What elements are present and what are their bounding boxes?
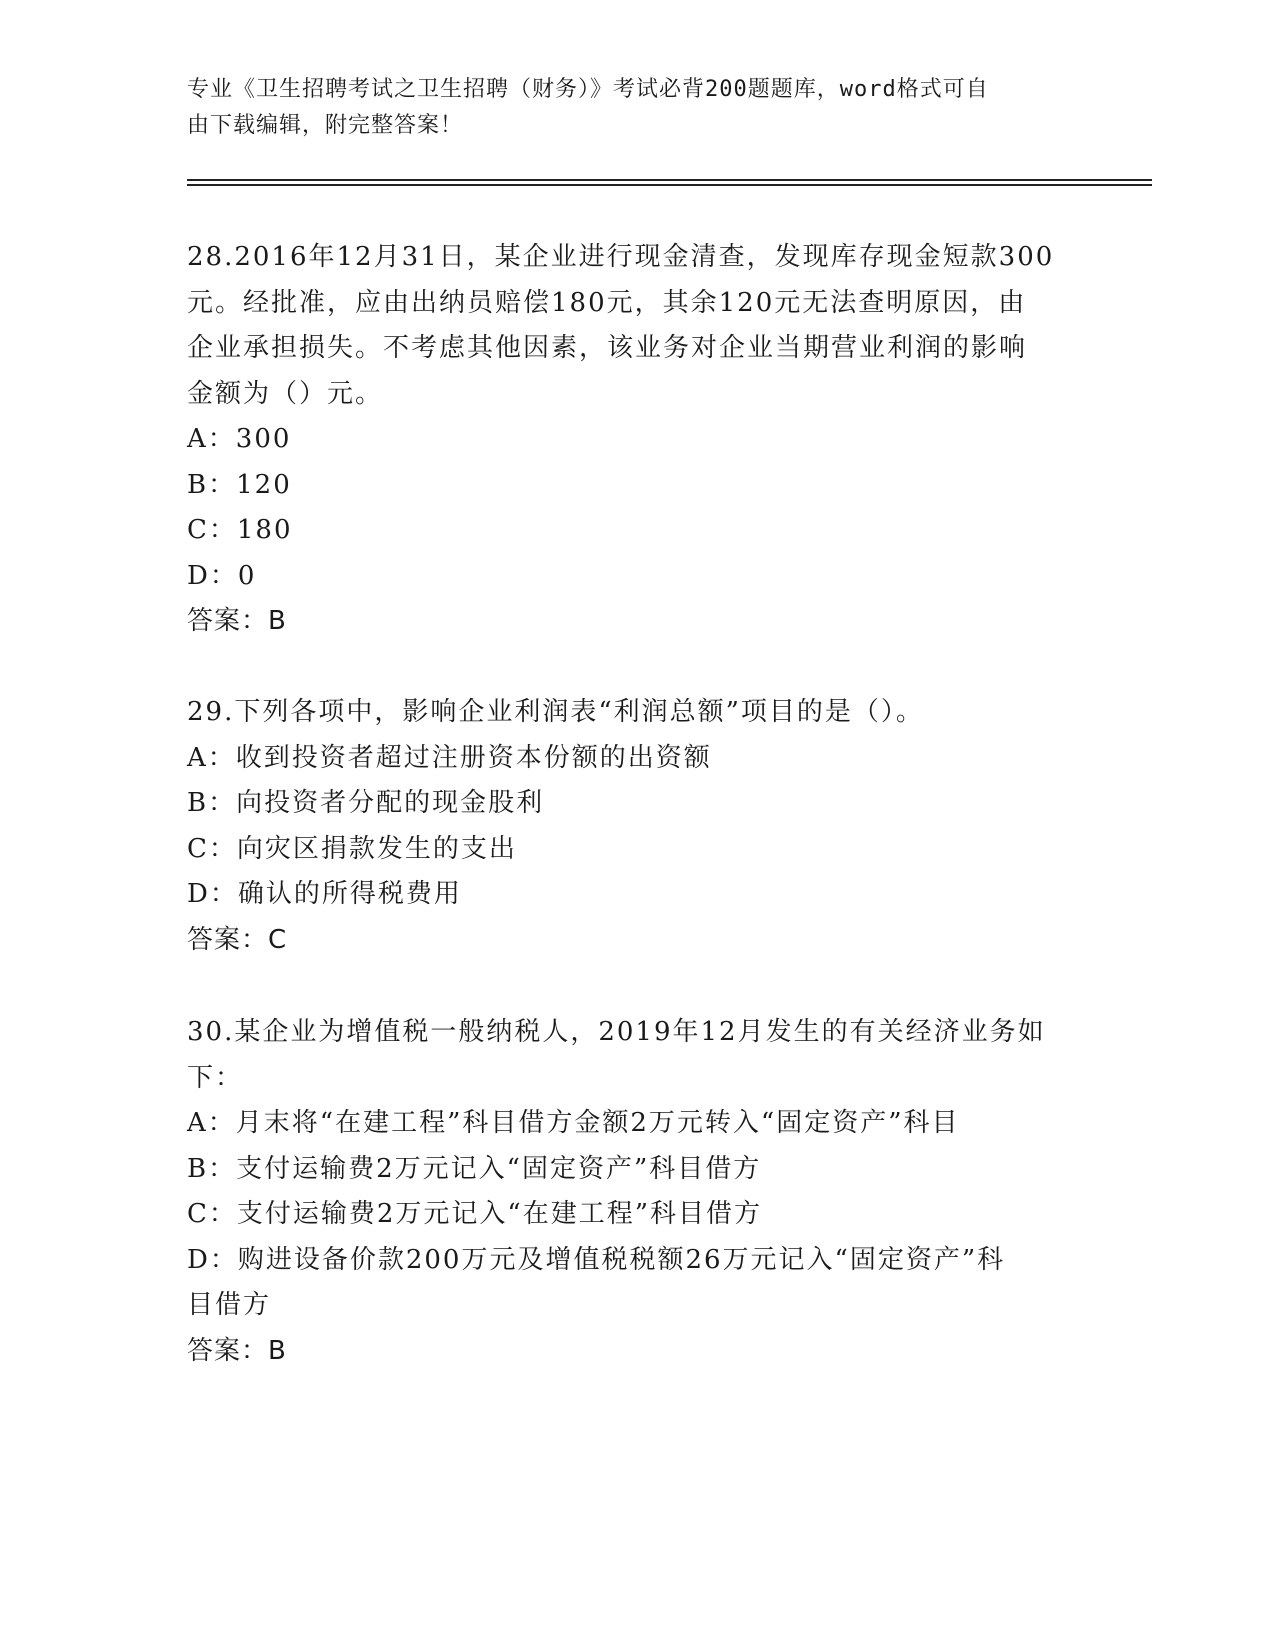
question-stem-line: 下： [187,1062,244,1093]
question-stem-line: 元。经批准，应由出纳员赔偿180元，其余120元无法查明原因，由 [187,287,1027,318]
question-stem-line: 28.2016年12月31日，某企业进行现金清查，发现库存现金短款300 [187,242,1055,272]
answer-label: 答案：C [187,924,288,955]
document-header [187,72,1067,144]
header-line-1: 专业《卫生招聘考试之卫生招聘（财务）》考试必背200题题库，word格式可自 [187,77,989,102]
option-b: B：向投资者分配的现金股利 [187,788,545,818]
option-b: B：支付运输费2万元记入“固定资产”科目借方 [187,1153,762,1184]
question-stem-line: 30.某企业为增值税一般纳税人，2019年12月发生的有关经济业务如 [187,1017,1046,1047]
question-30 [187,1010,1087,1374]
header-line-2: 由下载编辑，附完整答案！ [187,113,464,138]
option-d-continued: 目借方 [187,1290,272,1320]
option-c: C：180 [187,515,293,545]
option-d: D：0 [187,560,257,591]
option-d: D：确认的所得税费用 [187,879,462,909]
question-28 [187,235,1087,645]
option-a: A：收到投资者超过注册资本份额的出资额 [187,742,712,773]
option-d: D：购进设备价款200万元及增值税税额26万元记入“固定资产”科 [187,1244,1006,1275]
option-c: C：支付运输费2万元记入“在建工程”科目借方 [187,1199,763,1229]
question-stem-line: 金额为（）元。 [187,378,384,409]
question-stem-line: 29.下列各项中，影响企业利润表“利润总额”项目的是（）。 [187,697,924,727]
option-a: A：300 [187,424,292,454]
header-divider-bottom [187,184,1152,186]
question-29 [187,690,1087,963]
option-a: A：月末将“在建工程”科目借方金额2万元转入“固定资产”科目 [187,1108,960,1138]
question-stem-line: 企业承担损失。不考虑其他因素，该业务对企业当期营业利润的影响 [187,333,1028,363]
header-divider-top [187,179,1152,181]
answer-label: 答案：B [187,606,287,636]
option-b: B：120 [187,469,292,500]
option-c: C：向灾区捐款发生的支出 [187,833,517,864]
answer-label: 答案：B [187,1335,287,1366]
